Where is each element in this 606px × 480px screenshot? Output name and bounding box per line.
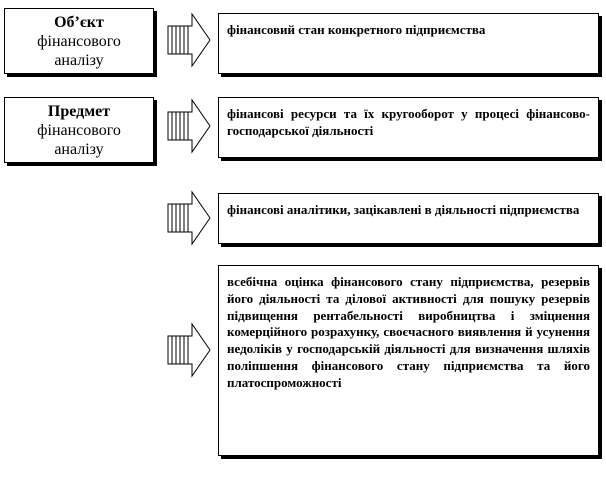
- object-label-title: Об’єкт: [54, 13, 104, 31]
- resources-description-box: [218, 97, 599, 158]
- assessment-description-box: [218, 265, 599, 456]
- analysts-description-box: [218, 193, 599, 244]
- assessment-description-text: всебічна оцінка фінансового стану підприємства, резервів його діяльності та ділової активності для пошуку резервів підвищення рентабельності виробництва і зміцнення комерційного розрахунку, своєчасного виявлення й усунення недоліків у господарській діяльності для визначення шляхів поліпшення фінансового стану підприємства та його платоспроможності: [227, 274, 590, 390]
- object-label-box: [4, 8, 154, 74]
- arrow-right-icon: [164, 190, 214, 246]
- arrow-right-icon: [164, 322, 214, 378]
- object-description-text: фінансовий стан конкретного підприємства: [227, 22, 486, 37]
- object-label-line2: фінансового: [37, 32, 121, 50]
- object-label-line3: аналізу: [54, 51, 104, 69]
- object-description-box: [218, 13, 599, 74]
- subject-label-title: Предмет: [47, 102, 111, 120]
- arrow-right-icon: [164, 98, 214, 154]
- arrow-right-icon: [164, 12, 214, 68]
- subject-label-box: [4, 97, 154, 163]
- analysts-description-text: фінансові аналітики, зацікавлені в діяльності підприємства: [227, 202, 580, 217]
- subject-label-line3: аналізу: [54, 140, 104, 158]
- resources-description-text: фінансові ресурси та їх кругооборот у процесі фінансово-господарської діяльності: [227, 106, 590, 138]
- subject-label-line2: фінансового: [37, 121, 121, 139]
